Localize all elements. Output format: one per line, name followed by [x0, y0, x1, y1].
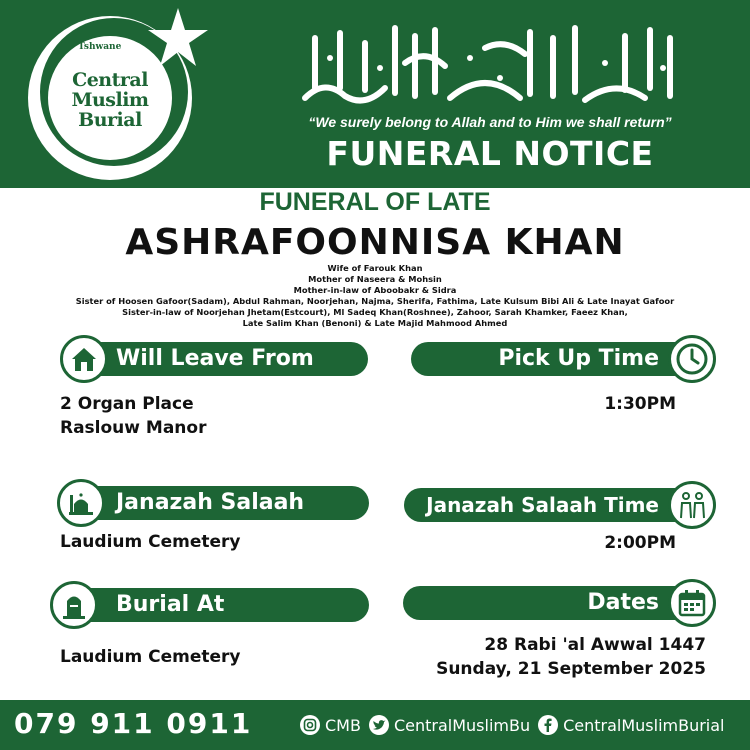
instagram-handle: CMB — [325, 715, 361, 735]
header-quote: “We surely belong to Allah and to Him we shall return” — [308, 114, 672, 130]
will-leave-from-label: Will Leave From — [116, 346, 314, 371]
facebook-handle: CentralMuslimBurial — [563, 715, 725, 735]
pick-up-time-heading — [411, 342, 711, 376]
leave-address — [60, 392, 206, 440]
facebook-icon — [538, 715, 558, 735]
relation-line: Sister-in-law of Noorjehan Jhetam(Estcourt), Ml Sadeq Khan(Roshnee), Zahoor, Sarah Khamker, Faeez Khan, — [122, 307, 628, 317]
address-line: Raslouw Manor — [60, 418, 207, 438]
logo-line: Muslim — [71, 89, 149, 111]
relation-line: Mother-in-law of Aboobakr & Sidra — [293, 285, 457, 295]
house-icon — [60, 335, 108, 383]
dates-heading — [403, 586, 711, 620]
relation-line: Mother of Naseera & Mohsin — [308, 274, 442, 284]
instagram-link[interactable] — [300, 715, 361, 735]
arabic-calligraphy-image — [285, 18, 685, 110]
logo-line: Central — [72, 69, 148, 91]
praying-people-icon — [668, 481, 716, 529]
phone-number[interactable]: 079 911 0911 — [14, 707, 253, 740]
twitter-handle: CentralMuslimBu — [393, 715, 531, 735]
instagram-icon — [300, 715, 320, 735]
janazah-time-heading — [404, 488, 711, 522]
janazah-location: Laudium Cemetery — [60, 532, 241, 552]
mosque-icon — [57, 479, 105, 527]
funeral-dates — [380, 633, 706, 681]
logo-line: Burial — [78, 109, 142, 131]
gregorian-date: Sunday, 21 September 2025 — [436, 659, 706, 679]
relation-line: Late Salim Khan (Benoni) & Late Majid Mahmood Ahmed — [242, 318, 508, 328]
facebook-link[interactable] — [538, 715, 724, 735]
relations-list — [0, 263, 750, 329]
address-line: 2 Organ Place — [60, 394, 194, 414]
logo — [0, 0, 230, 188]
hijri-date: 28 Rabi 'al Awwal 1447 — [484, 635, 706, 655]
relation-line: Sister of Hoosen Gafoor(Sadam), Abdul Rahman, Noorjehan, Najma, Sherifa, Fathima, Late Kulsum Bibi Ali & Late Inayat Gafoor — [75, 296, 675, 306]
calendar-icon — [668, 579, 716, 627]
burial-at-heading — [64, 588, 369, 622]
will-leave-from-heading — [64, 342, 368, 376]
logo-wordmark — [55, 70, 165, 130]
twitter-icon — [369, 715, 389, 735]
twitter-link[interactable] — [369, 715, 530, 735]
pick-up-time-value: 1:30PM — [604, 394, 676, 414]
grave-icon — [50, 581, 98, 629]
pick-up-time-label: Pick Up Time — [498, 346, 659, 371]
relation-line: Wife of Farouk Khan — [327, 263, 423, 273]
header-banner — [0, 0, 750, 188]
burial-at-label: Burial At — [116, 592, 225, 617]
page-title: FUNERAL NOTICE — [326, 134, 654, 173]
janazah-time-value: 2:00PM — [604, 533, 676, 553]
janazah-salaah-heading — [64, 486, 369, 520]
footer-bar — [0, 700, 750, 750]
dates-label: Dates — [587, 590, 659, 615]
logo-region: Tshwane — [78, 42, 122, 52]
burial-location: Laudium Cemetery — [60, 647, 241, 667]
deceased-name: ASHRAFOONNISA KHAN — [125, 222, 625, 263]
funeral-intro: FUNERAL OF LATE — [259, 188, 491, 216]
janazah-time-label: Janazah Salaah Time — [426, 493, 659, 517]
social-links — [300, 714, 733, 736]
clock-icon — [668, 335, 716, 383]
janazah-salaah-label: Janazah Salaah — [116, 490, 305, 515]
